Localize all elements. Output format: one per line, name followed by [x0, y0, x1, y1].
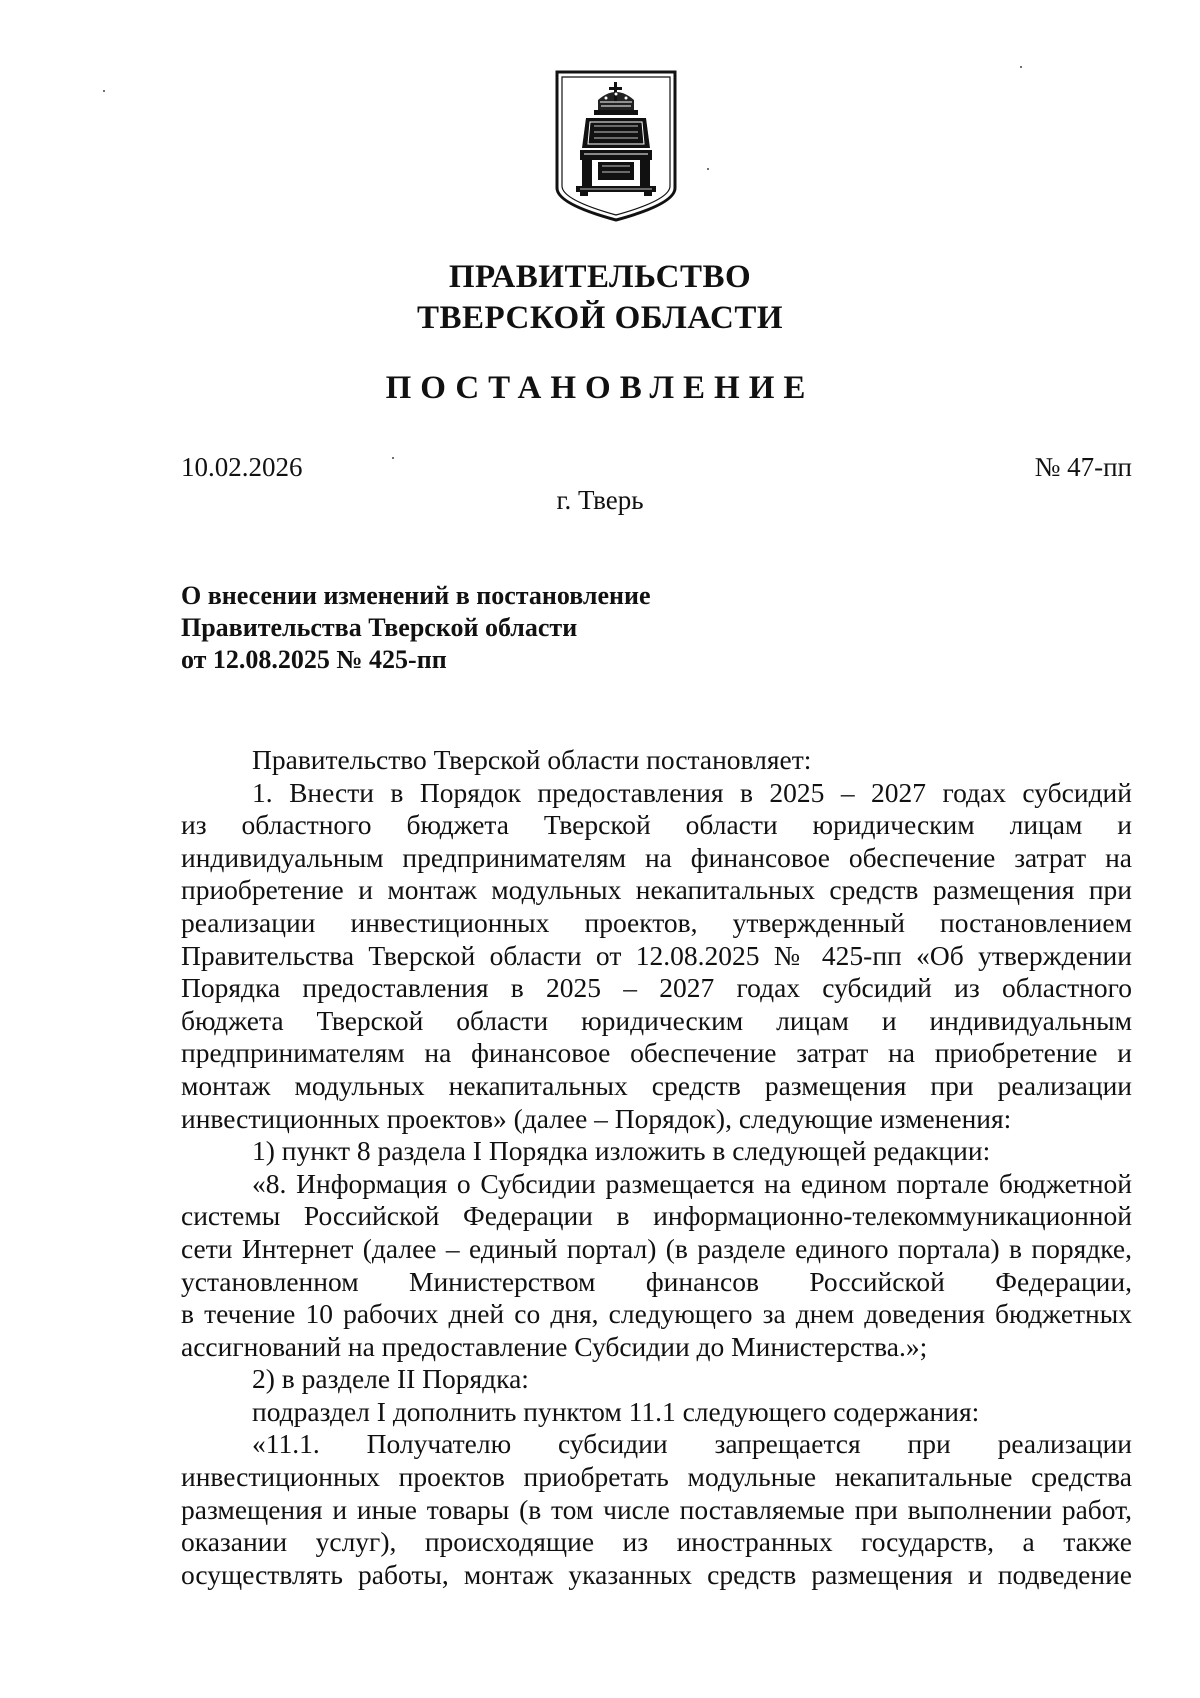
body-line: установленном Министерством финансов Российской Федерации, — [181, 1265, 1132, 1297]
body-line: в течение 10 рабочих дней со дня, следующего за днем доведения бюджетных — [181, 1298, 1132, 1330]
body-line: инвестиционных проектов» (далее – Порядок), следующие изменения: — [181, 1102, 1012, 1134]
body-line: Правительство Тверской области постановляет: — [252, 744, 812, 775]
body-line: предпринимателям на финансовое обеспечение затрат на приобретение и — [181, 1037, 1132, 1069]
body-line: Порядка предоставления в 2025 – 2027 годах субсидий из областного — [181, 972, 1132, 1004]
body-line: Правительства Тверской области от 12.08.2025 № 425-пп «Об утверждении — [181, 939, 1132, 971]
body-line: «8. Информация о Субсидии размещается на едином портале бюджетной — [252, 1167, 1132, 1199]
body-line: индивидуальным предпринимателям на финансовое обеспечение затрат на — [181, 841, 1132, 873]
government-title-line-2: ТВЕРСКОЙ ОБЛАСТИ — [416, 300, 784, 336]
body-line: системы Российской Федерации в информационно-телекоммуникационной — [181, 1200, 1132, 1232]
body-line: «11.1. Получателю субсидии запрещается при реализации — [252, 1428, 1132, 1460]
body-line: размещения и иные товары (в том числе поставляемые при выполнении работ, — [181, 1493, 1132, 1525]
body-line: 1) пункт 8 раздела I Порядка изложить в следующей редакции: — [252, 1135, 991, 1167]
scan-speck — [103, 90, 105, 92]
body-line: реализации инвестиционных проектов, утвержденный постановлением — [181, 906, 1132, 938]
subject-line: О внесении изменений в постановление — [181, 581, 651, 610]
document-date: 10.02.2026 — [181, 452, 303, 482]
scan-speck — [707, 168, 709, 170]
document-city: г. Тверь — [556, 485, 644, 515]
scan-speck — [1020, 66, 1022, 68]
document-body — [181, 744, 1132, 1591]
body-line: ассигнований на предоставление Субсидии до Министерства.»; — [181, 1330, 928, 1362]
subject-line: от 12.08.2025 № 425-пп — [181, 645, 447, 674]
body-line: бюджета Тверской области юридическим лицам и индивидуальным — [181, 1004, 1132, 1036]
body-line: сети Интернет (далее – единый портал) (в разделе единого портала) в порядке, — [181, 1232, 1132, 1264]
document-type-heading: ПОСТАНОВЛЕНИЕ — [385, 370, 815, 406]
body-line: монтаж модульных некапитальных средств размещения при реализации — [181, 1069, 1132, 1101]
subject-line: Правительства Тверской области — [181, 613, 578, 642]
document-number: № 47-пп — [1034, 452, 1132, 482]
body-line: 1. Внести в Порядок предоставления в 2025 – 2027 годах субсидий — [252, 776, 1132, 808]
government-title-line-1: ПРАВИТЕЛЬСТВО — [448, 259, 752, 295]
body-line: 2) в разделе II Порядка: — [252, 1363, 529, 1395]
scan-speck — [392, 457, 394, 459]
coat-of-arms-emblem — [554, 70, 678, 222]
body-line: осуществлять работы, монтаж указанных средств размещения и подведение — [181, 1558, 1132, 1590]
document-subject — [181, 580, 821, 676]
body-line: приобретение и монтаж модульных некапитальных средств размещения при — [181, 874, 1132, 906]
body-line: оказании услуг), происходящие из иностранных государств, а также — [181, 1526, 1132, 1558]
body-line: подраздел I дополнить пунктом 11.1 следующего содержания: — [252, 1395, 980, 1427]
body-line: инвестиционных проектов приобретать модульные некапитальные средства — [181, 1461, 1132, 1493]
body-line: из областного бюджета Тверской области юридическим лицам и — [181, 809, 1132, 841]
